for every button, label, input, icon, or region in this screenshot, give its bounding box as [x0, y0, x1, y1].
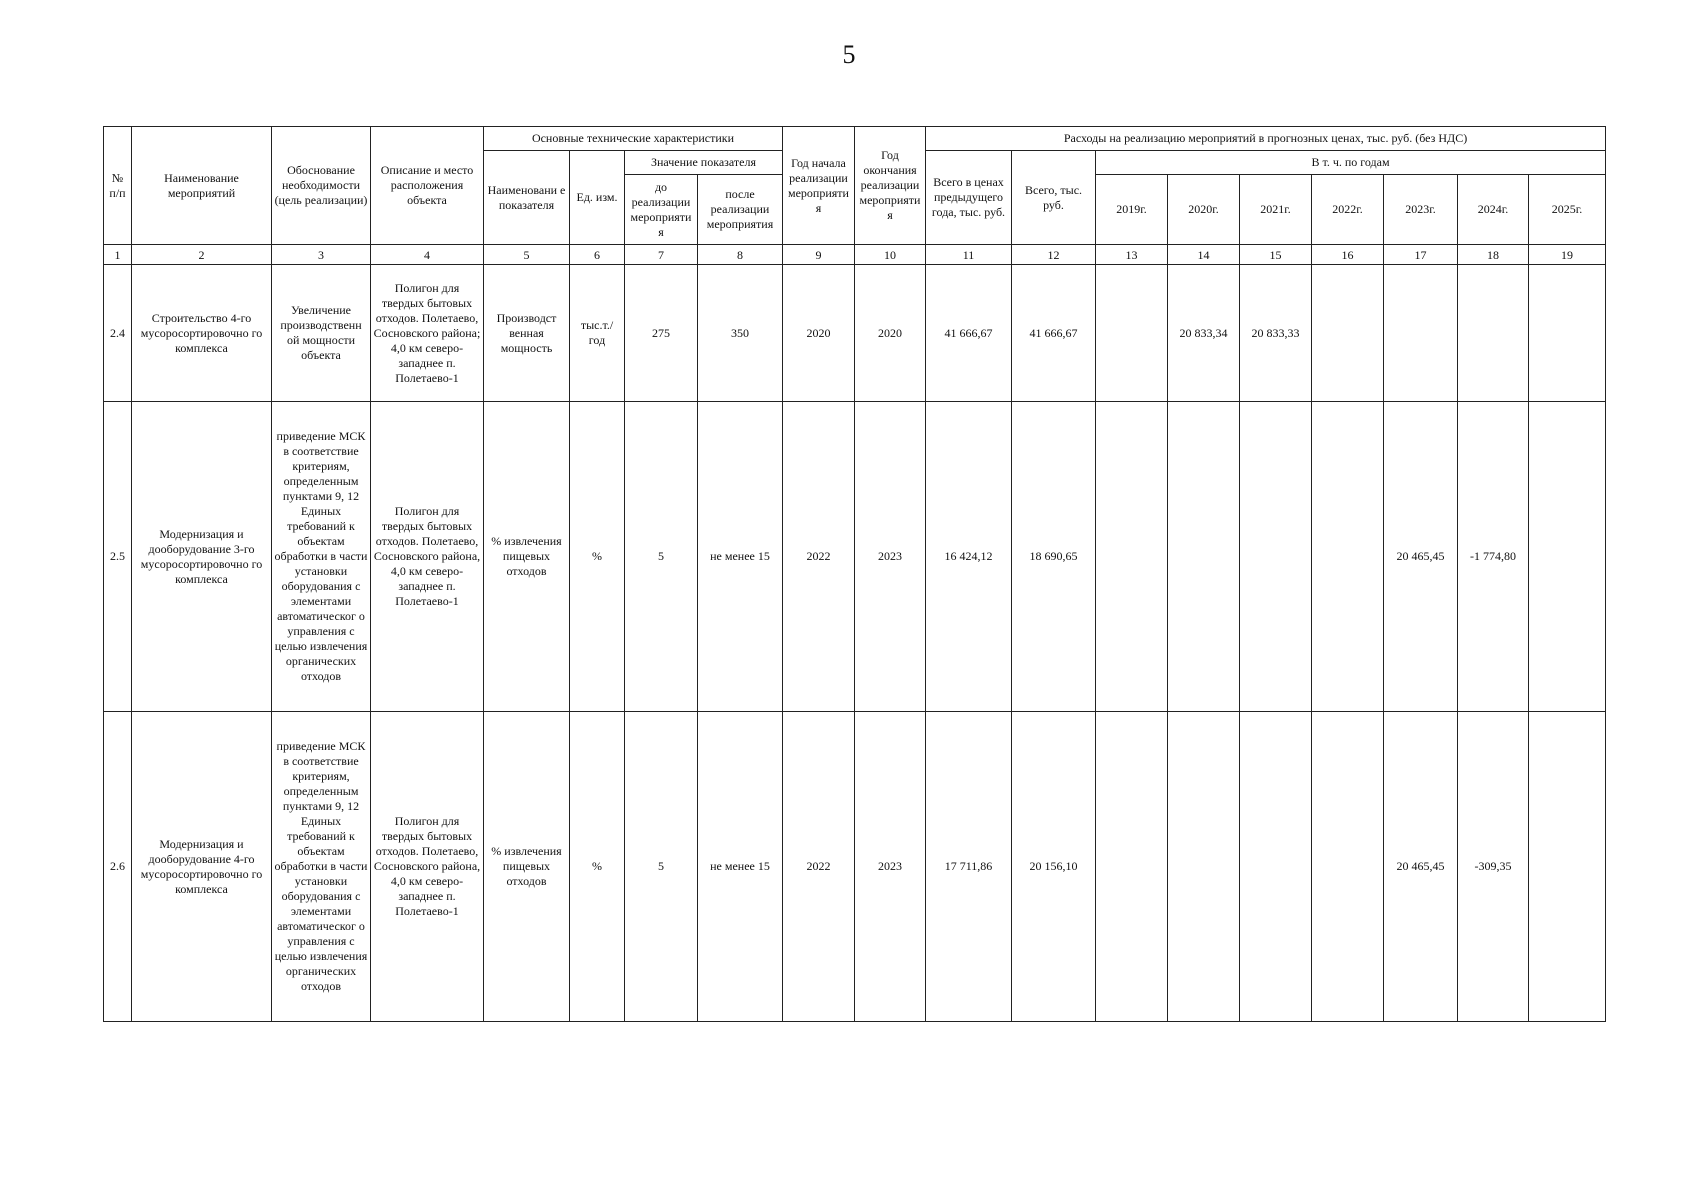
- header-year-2019: 2019г.: [1096, 175, 1168, 245]
- column-number: 16: [1312, 245, 1384, 265]
- header-name: Наименование мероприятий: [132, 127, 272, 245]
- cell-no: 2.6: [104, 712, 132, 1022]
- cell-before: 5: [625, 402, 698, 712]
- cell-total: 41 666,67: [1012, 265, 1096, 402]
- cell-no: 2.5: [104, 402, 132, 712]
- cell-year-start: 2022: [783, 402, 855, 712]
- cell-2020: 20 833,34: [1168, 265, 1240, 402]
- cell-no: 2.4: [104, 265, 132, 402]
- column-number: 1: [104, 245, 132, 265]
- column-number: 15: [1240, 245, 1312, 265]
- cell-indicator: % извлечения пищевых отходов: [484, 402, 570, 712]
- column-number-row: [104, 245, 1606, 265]
- header-value-after: после реализации мероприятия: [698, 175, 783, 245]
- header-tech-group: Основные технические характеристики: [484, 127, 783, 151]
- cell-year-end: 2020: [855, 265, 926, 402]
- cell-indicator: % извлечения пищевых отходов: [484, 712, 570, 1022]
- column-number: 17: [1384, 245, 1458, 265]
- cell-total-prev: 41 666,67: [926, 265, 1012, 402]
- header-justification: Обоснование необходимости (цель реализации): [272, 127, 371, 245]
- cell-2019: [1096, 265, 1168, 402]
- header-value-group: Значение показателя: [625, 151, 783, 175]
- header-year-2020: 2020г.: [1168, 175, 1240, 245]
- cell-2019: [1096, 402, 1168, 712]
- cell-justification: приведение МСК в соответствие критериям, определенным пунктами 9, 12 Единых требований к объектам обработки в части установки оборудования с элементами автоматическог о управления с целью извлечения органических отходов: [272, 712, 371, 1022]
- column-number: 11: [926, 245, 1012, 265]
- cell-2024: [1458, 265, 1529, 402]
- cell-2025: [1529, 712, 1606, 1022]
- header-indicator-name: Наименовани е показателя: [484, 151, 570, 245]
- cell-unit: тыс.т./ год: [570, 265, 625, 402]
- cell-name: Строительство 4-го мусоросортировочно го комплекса: [132, 265, 272, 402]
- header-year-2025: 2025г.: [1529, 175, 1606, 245]
- header-year-2022: 2022г.: [1312, 175, 1384, 245]
- cell-2025: [1529, 402, 1606, 712]
- column-number: 4: [371, 245, 484, 265]
- cell-name: Модернизация и дооборудование 3-го мусоросортировочно го комплекса: [132, 402, 272, 712]
- page-number: 5: [842, 40, 856, 69]
- cell-description: Полигон для твердых бытовых отходов. Полетаево, Сосновского района, 4,0 км северо-западнее п. Полетаево-1: [371, 402, 484, 712]
- header-costs-prev-prices: Всего в ценах предыдущего года, тыс. руб.: [926, 151, 1012, 245]
- cell-justification: приведение МСК в соответствие критериям, определенным пунктами 9, 12 Единых требований к объектам обработки в части установки оборудования с элементами автоматическог о управления с целью извлечения органических отходов: [272, 402, 371, 712]
- cell-2020: [1168, 402, 1240, 712]
- cell-2021: [1240, 712, 1312, 1022]
- header-unit: Ед. изм.: [570, 151, 625, 245]
- cell-after: 350: [698, 265, 783, 402]
- cell-2023: 20 465,45: [1384, 712, 1458, 1022]
- header-costs-total: Всего, тыс. руб.: [1012, 151, 1096, 245]
- cell-after: не менее 15: [698, 712, 783, 1022]
- cell-total: 18 690,65: [1012, 402, 1096, 712]
- column-number: 9: [783, 245, 855, 265]
- cell-year-start: 2022: [783, 712, 855, 1022]
- cell-2022: [1312, 265, 1384, 402]
- column-number: 12: [1012, 245, 1096, 265]
- column-number: 14: [1168, 245, 1240, 265]
- cell-total: 20 156,10: [1012, 712, 1096, 1022]
- cell-unit: %: [570, 712, 625, 1022]
- cell-2023: [1384, 265, 1458, 402]
- column-number: 10: [855, 245, 926, 265]
- cell-2019: [1096, 712, 1168, 1022]
- cell-after: не менее 15: [698, 402, 783, 712]
- column-number: 18: [1458, 245, 1529, 265]
- cell-description: Полигон для твердых бытовых отходов. Полетаево, Сосновского района, 4,0 км северо-западнее п. Полетаево-1: [371, 712, 484, 1022]
- column-number: 3: [272, 245, 371, 265]
- cell-before: 275: [625, 265, 698, 402]
- table-row: [104, 712, 1606, 1022]
- table-row: [104, 265, 1606, 402]
- cell-indicator: Производст венная мощность: [484, 265, 570, 402]
- header-value-before: до реализации мероприяти я: [625, 175, 698, 245]
- cell-unit: %: [570, 402, 625, 712]
- header-year-start: Год начала реализации мероприяти я: [783, 127, 855, 245]
- column-number: 5: [484, 245, 570, 265]
- header-description: Описание и место расположения объекта: [371, 127, 484, 245]
- cell-year-end: 2023: [855, 712, 926, 1022]
- column-number: 2: [132, 245, 272, 265]
- cell-2021: [1240, 402, 1312, 712]
- cell-year-end: 2023: [855, 402, 926, 712]
- header-year-2023: 2023г.: [1384, 175, 1458, 245]
- cell-2024: -1 774,80: [1458, 402, 1529, 712]
- cell-2023: 20 465,45: [1384, 402, 1458, 712]
- cell-before: 5: [625, 712, 698, 1022]
- cell-2024: -309,35: [1458, 712, 1529, 1022]
- table-row: [104, 402, 1606, 712]
- column-number: 19: [1529, 245, 1606, 265]
- cell-2021: 20 833,33: [1240, 265, 1312, 402]
- header-costs-group: Расходы на реализацию мероприятий в прогнозных ценах, тыс. руб. (без НДС): [926, 127, 1606, 151]
- column-number: 6: [570, 245, 625, 265]
- column-number: 13: [1096, 245, 1168, 265]
- cell-justification: Увеличение производственн ой мощности объекта: [272, 265, 371, 402]
- header-year-2021: 2021г.: [1240, 175, 1312, 245]
- header-by-years: В т. ч. по годам: [1096, 151, 1606, 175]
- cell-2020: [1168, 712, 1240, 1022]
- column-number: 8: [698, 245, 783, 265]
- header-year-2024: 2024г.: [1458, 175, 1529, 245]
- cell-total-prev: 16 424,12: [926, 402, 1012, 712]
- cell-total-prev: 17 711,86: [926, 712, 1012, 1022]
- header-no: № п/п: [104, 127, 132, 245]
- cell-year-start: 2020: [783, 265, 855, 402]
- cell-2022: [1312, 402, 1384, 712]
- measures-table: [103, 126, 1606, 1022]
- cell-2025: [1529, 265, 1606, 402]
- cell-2022: [1312, 712, 1384, 1022]
- cell-name: Модернизация и дооборудование 4-го мусоросортировочно го комплекса: [132, 712, 272, 1022]
- header-year-end: Год окончания реализации мероприяти я: [855, 127, 926, 245]
- cell-description: Полигон для твердых бытовых отходов. Полетаево, Сосновского района; 4,0 км северо-западнее п. Полетаево-1: [371, 265, 484, 402]
- column-number: 7: [625, 245, 698, 265]
